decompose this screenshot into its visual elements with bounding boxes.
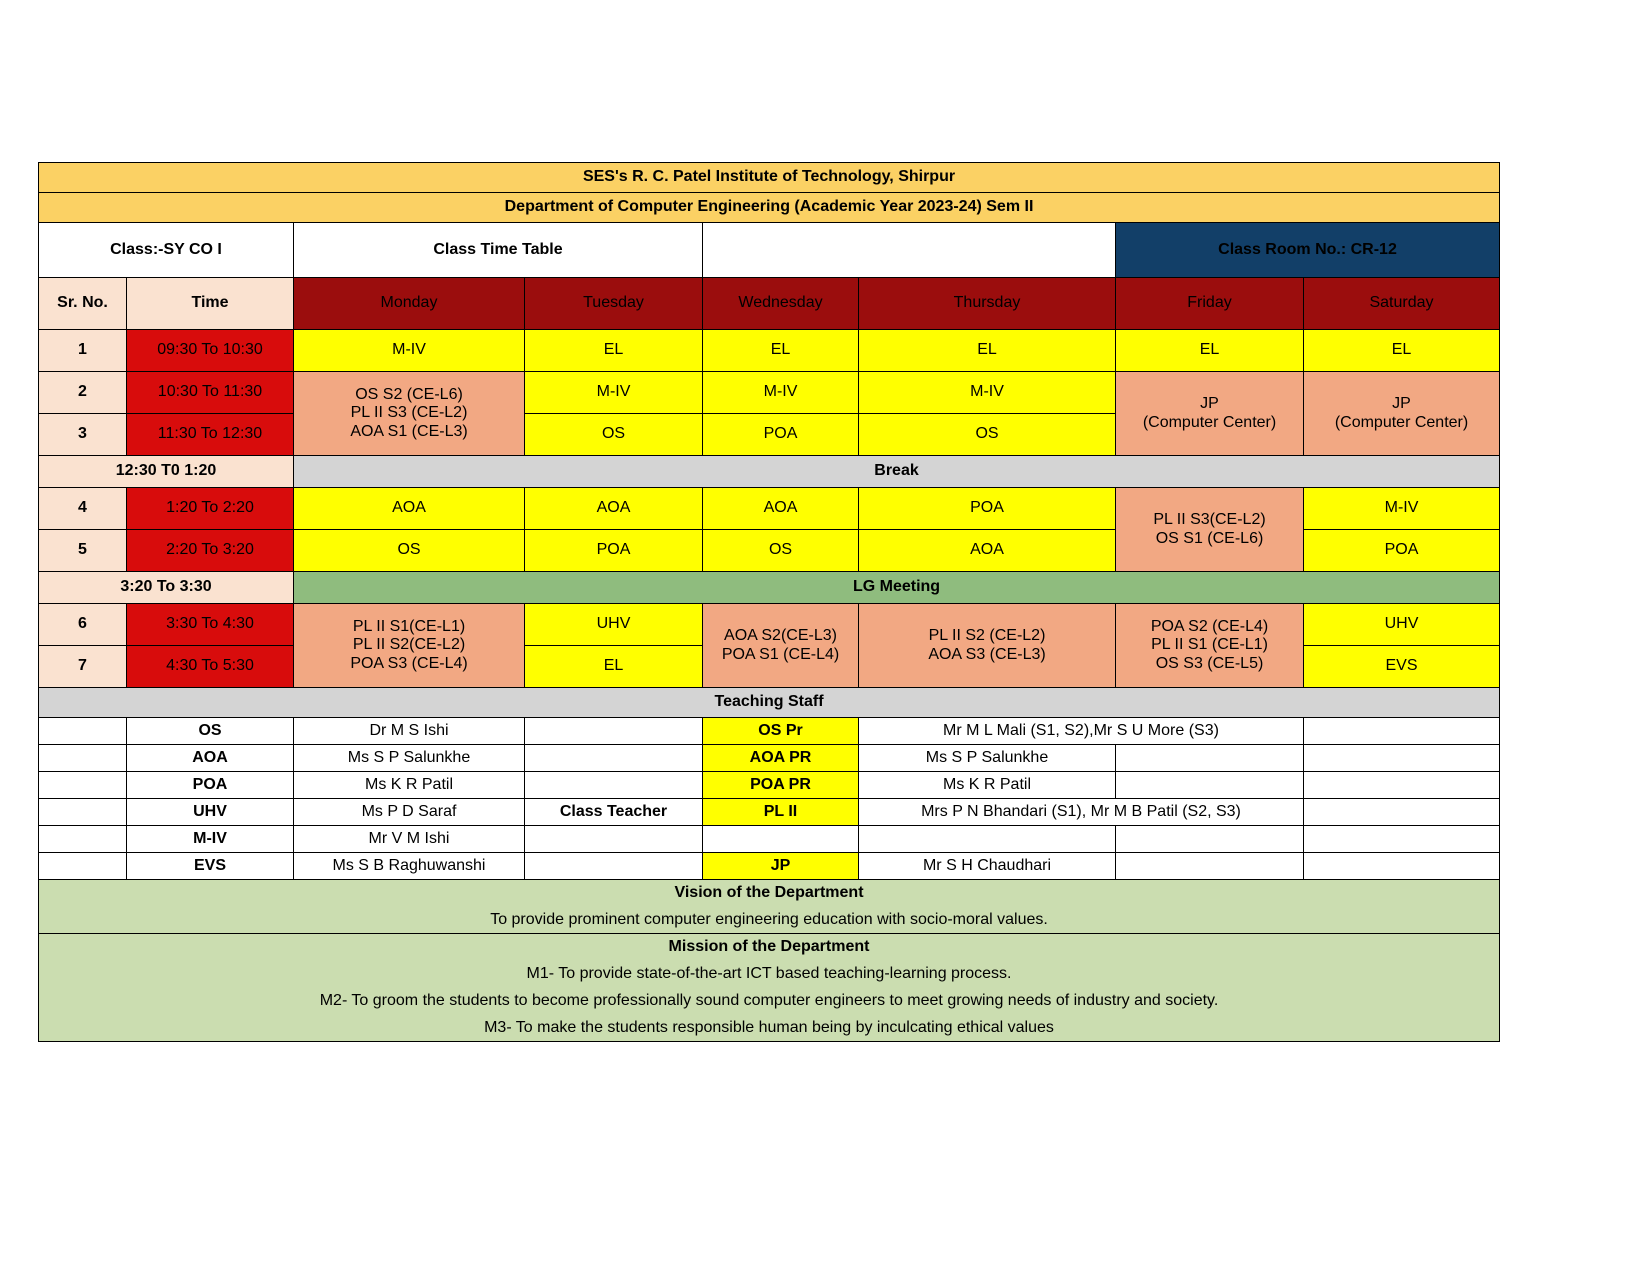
cell-sat-1: EL <box>1304 330 1500 372</box>
break-label: Break <box>294 456 1500 488</box>
staff-row-4-name2 <box>859 826 1116 853</box>
row-5-time: 2:20 To 3:20 <box>127 530 294 572</box>
staff-row-1-code: AOA <box>127 745 294 772</box>
staff-row-0-tail <box>1304 718 1500 745</box>
staff-row-1-pad <box>1116 745 1304 772</box>
row-6-srno: 6 <box>39 604 127 646</box>
cell-tue-4: AOA <box>525 488 703 530</box>
cell-sat-jp: JP (Computer Center) <box>1304 372 1500 456</box>
cell-thu-4: POA <box>859 488 1116 530</box>
staff-row-5-code: EVS <box>127 853 294 880</box>
class-label: Class:-SY CO I <box>39 223 294 278</box>
cell-fri-lab-afternoon: PL II S3(CE-L2) OS S1 (CE-L6) <box>1116 488 1304 572</box>
staff-row-3-tail <box>1304 799 1500 826</box>
row-7-time: 4:30 To 5:30 <box>127 646 294 688</box>
staff-row <box>39 853 1500 880</box>
staff-row <box>39 745 1500 772</box>
staff-row-4-code: M-IV <box>127 826 294 853</box>
staff-row-0-mid <box>525 718 703 745</box>
staff-row <box>39 772 1500 799</box>
class-teacher-label: Class Teacher <box>525 799 703 826</box>
row-7-srno: 7 <box>39 646 127 688</box>
column-header-wednesday: Wednesday <box>703 278 859 330</box>
row-1-time: 09:30 To 10:30 <box>127 330 294 372</box>
cell-wed-5: OS <box>703 530 859 572</box>
column-header-srno: Sr. No. <box>39 278 127 330</box>
staff-row-2-mid <box>525 772 703 799</box>
row-3-time: 11:30 To 12:30 <box>127 414 294 456</box>
mission-m3: M3- To make the students responsible human being by inculcating ethical values <box>39 1015 1500 1042</box>
staff-row <box>39 799 1500 826</box>
row-5-srno: 5 <box>39 530 127 572</box>
cell-sat-5: POA <box>1304 530 1500 572</box>
cell-tue-1: EL <box>525 330 703 372</box>
staff-row-4-spacer <box>39 826 127 853</box>
timetable-row-6 <box>39 604 1500 646</box>
row-4-srno: 4 <box>39 488 127 530</box>
staff-row-2-spacer <box>39 772 127 799</box>
staff-row-1-tail <box>1304 745 1500 772</box>
break-row <box>39 456 1500 488</box>
cell-thu-lab-evening: PL II S2 (CE-L2) AOA S3 (CE-L3) <box>859 604 1116 688</box>
cell-thu-3: OS <box>859 414 1116 456</box>
class-info-row <box>39 223 1500 278</box>
column-header-saturday: Saturday <box>1304 278 1500 330</box>
cell-tue-3: OS <box>525 414 703 456</box>
staff-row-4-code2 <box>703 826 859 853</box>
staff-row-2-name: Ms K R Patil <box>294 772 525 799</box>
column-header-friday: Friday <box>1116 278 1304 330</box>
document-title: Class Time Table <box>294 223 703 278</box>
staff-row-5-code2: JP <box>703 853 859 880</box>
cell-wed-1: EL <box>703 330 859 372</box>
staff-row-2-name2: Ms K R Patil <box>859 772 1116 799</box>
staff-row-2-tail <box>1304 772 1500 799</box>
lg-meeting-time: 3:20 To 3:30 <box>39 572 294 604</box>
timetable-row-2 <box>39 372 1500 414</box>
institute-title: SES's R. C. Patel Institute of Technology, Shirpur <box>39 163 1500 193</box>
cell-mon-lab-morning: OS S2 (CE-L6) PL II S3 (CE-L2) AOA S1 (CE-L3) <box>294 372 525 456</box>
cell-thu-2: M-IV <box>859 372 1116 414</box>
staff-row-3-spacer <box>39 799 127 826</box>
cell-sat-6: UHV <box>1304 604 1500 646</box>
cell-fri-jp: JP (Computer Center) <box>1116 372 1304 456</box>
staff-row-0-code: OS <box>127 718 294 745</box>
staff-row-5-name: Ms S B Raghuwanshi <box>294 853 525 880</box>
row-2-time: 10:30 To 11:30 <box>127 372 294 414</box>
vision-text-row <box>39 907 1500 934</box>
staff-row-1-code2: AOA PR <box>703 745 859 772</box>
cell-mon-5: OS <box>294 530 525 572</box>
staff-row-4-name: Mr V M Ishi <box>294 826 525 853</box>
staff-row-5-spacer <box>39 853 127 880</box>
cell-fri-1: EL <box>1116 330 1304 372</box>
mission-heading-row <box>39 934 1500 961</box>
staff-row-4-tail <box>1304 826 1500 853</box>
class-room-badge: Class Room No.: CR-12 <box>1116 223 1500 278</box>
mission-m2-row <box>39 988 1500 1015</box>
cell-tue-7: EL <box>525 646 703 688</box>
staff-row-1-mid <box>525 745 703 772</box>
timetable-row-1 <box>39 330 1500 372</box>
staff-row-0-spacer <box>39 718 127 745</box>
column-header-time: Time <box>127 278 294 330</box>
cell-fri-lab-evening: POA S2 (CE-L4) PL II S1 (CE-L1) OS S3 (CE-L5) <box>1116 604 1304 688</box>
row-3-srno: 3 <box>39 414 127 456</box>
staff-row-0-name: Dr M S Ishi <box>294 718 525 745</box>
cell-mon-4: AOA <box>294 488 525 530</box>
cell-sat-7: EVS <box>1304 646 1500 688</box>
cell-sat-4: M-IV <box>1304 488 1500 530</box>
staff-row-1-name2: Ms S P Salunkhe <box>859 745 1116 772</box>
cell-mon-lab-evening: PL II S1(CE-L1) PL II S2(CE-L2) POA S3 (CE-L4) <box>294 604 525 688</box>
column-header-row <box>39 278 1500 330</box>
staff-row-3-code2: PL II <box>703 799 859 826</box>
cell-wed-3: POA <box>703 414 859 456</box>
vision-text: To provide prominent computer engineering education with socio-moral values. <box>39 907 1500 934</box>
row-2-srno: 2 <box>39 372 127 414</box>
staff-row-2-code: POA <box>127 772 294 799</box>
staff-row-1-spacer <box>39 745 127 772</box>
staff-row-2-pad <box>1116 772 1304 799</box>
mission-m1-row <box>39 961 1500 988</box>
timetable-row-4 <box>39 488 1500 530</box>
staff-row <box>39 826 1500 853</box>
staff-row-3-name: Ms P D Saraf <box>294 799 525 826</box>
staff-row-4-mid <box>525 826 703 853</box>
row-1-srno: 1 <box>39 330 127 372</box>
mission-m1: M1- To provide state-of-the-art ICT based teaching-learning process. <box>39 961 1500 988</box>
break-time: 12:30 T0 1:20 <box>39 456 294 488</box>
staff-row-5-name2: Mr S H Chaudhari <box>859 853 1116 880</box>
institute-title-row <box>39 163 1500 193</box>
cell-thu-5: AOA <box>859 530 1116 572</box>
class-timetable <box>38 162 1500 1042</box>
staff-row-0-code2: OS Pr <box>703 718 859 745</box>
staff-row-1-name: Ms S P Salunkhe <box>294 745 525 772</box>
lg-meeting-label: LG Meeting <box>294 572 1500 604</box>
teaching-staff-heading: Teaching Staff <box>39 688 1500 718</box>
column-header-monday: Monday <box>294 278 525 330</box>
column-header-tuesday: Tuesday <box>525 278 703 330</box>
staff-row-2-code2: POA PR <box>703 772 859 799</box>
staff-row-4-pad <box>1116 826 1304 853</box>
row-4-time: 1:20 To 2:20 <box>127 488 294 530</box>
vision-heading-row <box>39 880 1500 907</box>
department-title-row <box>39 193 1500 223</box>
mission-heading: Mission of the Department <box>39 934 1500 961</box>
department-title: Department of Computer Engineering (Academic Year 2023-24) Sem II <box>39 193 1500 223</box>
cell-tue-5: POA <box>525 530 703 572</box>
mission-m3-row <box>39 1015 1500 1042</box>
staff-row-3-code: UHV <box>127 799 294 826</box>
column-header-thursday: Thursday <box>859 278 1116 330</box>
lg-meeting-row <box>39 572 1500 604</box>
cell-mon-1: M-IV <box>294 330 525 372</box>
staff-row-5-tail <box>1304 853 1500 880</box>
cell-thu-1: EL <box>859 330 1116 372</box>
cell-wed-4: AOA <box>703 488 859 530</box>
row-6-time: 3:30 To 4:30 <box>127 604 294 646</box>
vision-heading: Vision of the Department <box>39 880 1500 907</box>
mission-m2: M2- To groom the students to become professionally sound computer engineers to meet growing needs of industry and society. <box>39 988 1500 1015</box>
cell-tue-2: M-IV <box>525 372 703 414</box>
staff-row-5-mid <box>525 853 703 880</box>
header-blank-cell <box>703 223 1116 278</box>
staff-row-0-name2: Mr M L Mali (S1, S2),Mr S U More (S3) <box>859 718 1304 745</box>
cell-tue-6: UHV <box>525 604 703 646</box>
staff-row-5-pad <box>1116 853 1304 880</box>
teaching-staff-heading-row <box>39 688 1500 718</box>
cell-wed-lab-evening: AOA S2(CE-L3) POA S1 (CE-L4) <box>703 604 859 688</box>
cell-wed-2: M-IV <box>703 372 859 414</box>
staff-row-3-name2: Mrs P N Bhandari (S1), Mr M B Patil (S2, S3) <box>859 799 1304 826</box>
staff-row <box>39 718 1500 745</box>
